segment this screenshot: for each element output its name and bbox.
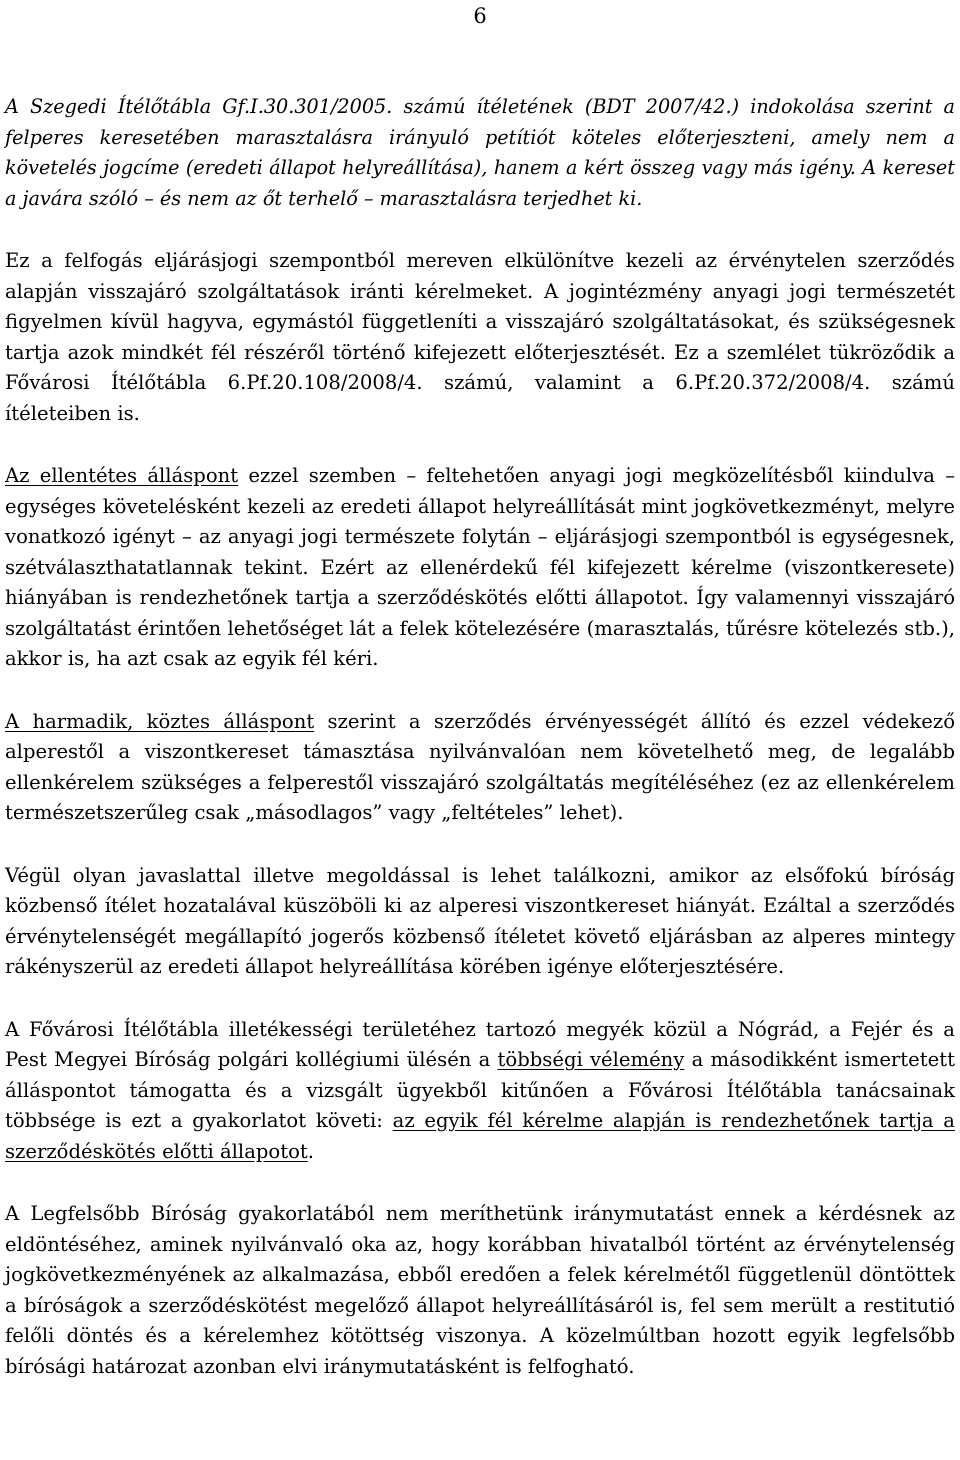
paragraph-legfelsobb-birosag	[5, 1199, 955, 1382]
underlined-phrase: az egyik fél kérelme alapján is rendezhetőnek tartja a szerződéskötés előtti állapotot	[5, 1109, 955, 1163]
underlined-heading: Az ellentétes álláspont	[5, 464, 239, 487]
paragraph-fovarosi-itelotabla	[5, 1015, 955, 1168]
paragraph-text: A Fővárosi Ítélőtábla illetékességi területéhez tartozó megyék közül a Nógrád, a Fejér és a Pest Megyei Bíróság polgári kollégiumi ülésén a	[5, 1017, 955, 1071]
paragraph-felfogas	[5, 246, 955, 429]
document-body	[5, 92, 955, 1382]
paragraph-text: A Szegedi Ítélőtábla Gf.I.30.301/2005. számú ítéletének (BDT 2007/42.) indokolása szerint a felperes keresetében marasztalásra irányuló petítiót köteles előterjeszteni, amely nem a követelés jogcíme (eredeti állapot helyreállítása), hanem a kért összeg vagy más igény. A kereset a javára szóló – és nem az őt terhelő – marasztalásra terjedhet ki.	[5, 95, 955, 210]
paragraph-vegul	[5, 861, 955, 983]
paragraph-text: Ez a felfogás eljárásjogi szempontból mereven elkülönítve kezeli az érvénytelen szerződés alapján visszajáró szolgáltatások iránti kérelmeket. A jogintézmény anyagi jogi természetét figyelmen kívül hagyva, egymástól függetleníti a visszajáró szolgáltatásokat, és szükségesnek tartja azok mindkét fél részéről történő kifejezett előterjesztését. Ez a szemlélet tükröződik a Fővárosi Ítélőtábla 6.Pf.20.108/2008/4. számú, valamint a 6.Pf.20.372/2008/4. számú ítéleteiben is.	[5, 249, 955, 425]
page-number: 6	[473, 4, 487, 28]
paragraph-harmadik-allaspont	[5, 707, 955, 829]
paragraph-text: Végül olyan javaslattal illetve megoldással is lehet találkozni, amikor az elsőfokú bíróság közbenső ítélet hozatalával küszöböli ki az alperesi viszontkereset hiányát. Ezáltal a szerződés érvénytelenségét megállapító jogerős közbenső ítéletet követő eljárásban az alperes mintegy rákényszerül az eredeti állapot helyreállítása körében igénye előterjesztésére.	[5, 863, 955, 978]
underlined-heading: A harmadik, köztes álláspont	[5, 709, 315, 733]
paragraph-szegedi-itelotabla	[5, 92, 955, 214]
paragraph-text: szerint a szerződés érvényességét állító és ezzel védekező alperestől a viszontkereset támasztása nyilvánvalóan nem követelhető meg, de legalább ellenkérelem szükséges a felperestől visszajáró szolgáltatás megítéléséhez (ez az ellenkérelem természetszerűleg csak „másodlagos” vagy „feltételes” lehet).	[5, 709, 955, 824]
underlined-phrase: többségi vélemény	[497, 1048, 685, 1071]
paragraph-ellentetes-allaspont	[5, 461, 955, 675]
paragraph-text: .	[307, 1139, 314, 1163]
paragraph-text: a másodikként ismertetett álláspontot támogatta és a vizsgált ügyekből kitűnően a Fővárosi Ítélőtábla tanácsainak többsége is ezt a gyakorlatot követi:	[5, 1048, 955, 1132]
paragraph-text: ezzel szemben – feltehetően anyagi jogi megközelítésből kiindulva – egységes követelésként kezeli az eredeti állapot helyreállítását mint jogkövetkezményt, melyre vonatkozó igényt – az anyagi jogi természete folytán – eljárásjogi szempontból is egységesnek, szétválaszthatatlannak tekint. Ezért az ellenérdekű fél kifejezett kérelme (viszontkeresete) hiányában is rendezhetőnek tartja a szerződéskötés előtti állapotot. Így valamennyi visszajáró szolgáltatást érintően lehetőséget lát a felek kötelezésére (marasztalás, tűrésre kötelezés stb.), akkor is, ha azt csak az egyik fél kéri.	[5, 464, 955, 670]
paragraph-text: A Legfelsőbb Bíróság gyakorlatából nem meríthetünk iránymutatást ennek a kérdésnek az eldöntéséhez, aminek nyilvánvaló oka az, hogy korábban hivatalból történt az érvénytelenség jogkövetkezményének az alkalmazása, ebből eredően a felek kérelmétől függetlenül döntöttek a bíróságok a szerződéskötést megelőző állapot helyreállításáról is, fel sem merült a restitutió felőli döntés és a kérelemhez kötöttség viszonya. A közelmúltban hozott egyik legfelsőbb bírósági határozat azonban elvi iránymutatásként is felfogható.	[5, 1202, 955, 1378]
